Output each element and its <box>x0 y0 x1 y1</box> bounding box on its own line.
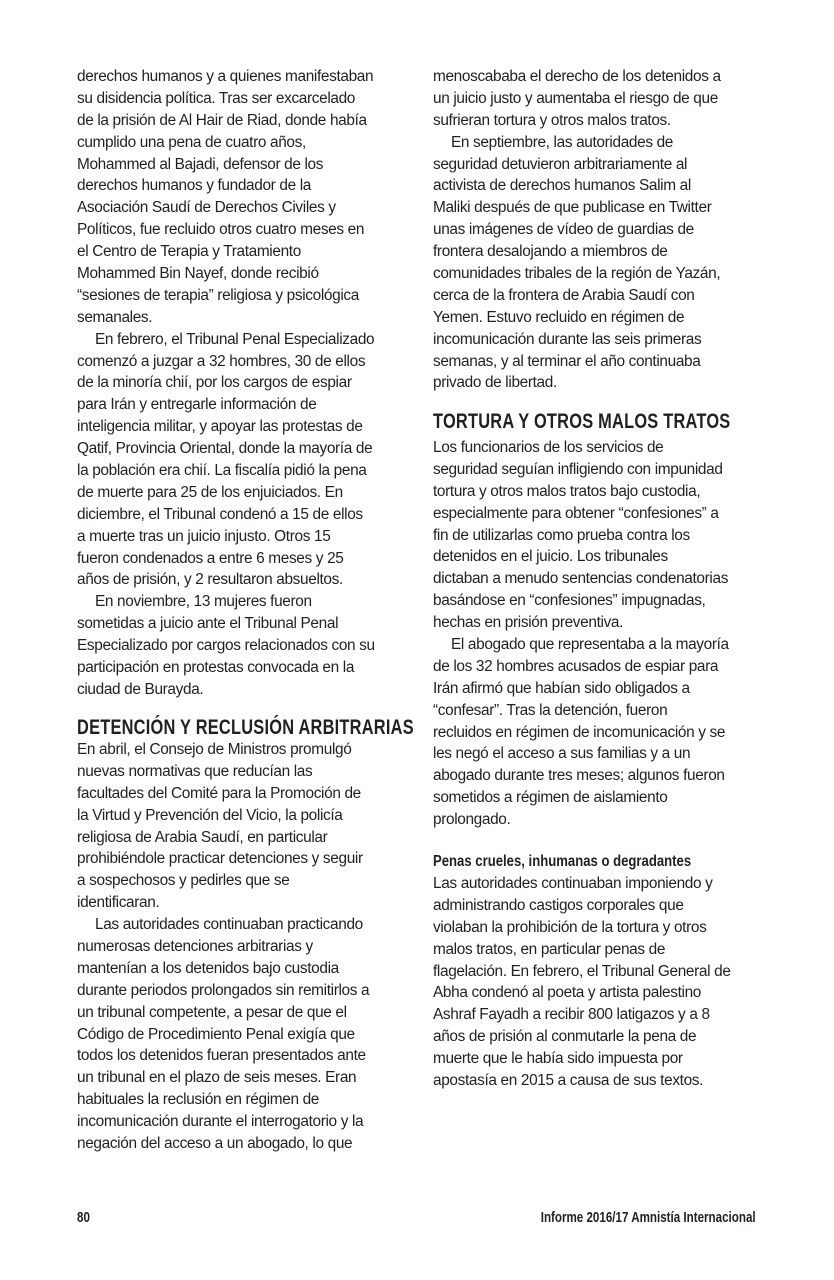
text-line: flagelación. En febrero, el Tribunal General de <box>433 962 731 980</box>
section-heading-detencion: DETENCIÓN Y RECLUSIÓN ARBITRARIAS <box>77 716 414 739</box>
text-line: de los 32 hombres acusados de espiar para <box>433 657 719 675</box>
paragraph <box>77 914 407 1155</box>
page-number: 80 <box>77 1210 90 1226</box>
text-line: Las autoridades continuaban practicando <box>95 916 363 934</box>
text-line: especialmente para obtener “confesiones” a <box>433 504 719 522</box>
text-line: Qatif, Provincia Oriental, donde la mayoría de <box>77 440 373 458</box>
text-line: inteligencia militar, y apoyar las protestas de <box>77 418 363 436</box>
left-column-block-b <box>77 739 407 1155</box>
paragraph <box>433 132 763 395</box>
paragraph <box>433 66 763 132</box>
text-line: la Virtud y Prevención del Vicio, la policía <box>77 806 343 824</box>
text-line: “confesar”. Tras la detención, fueron <box>433 701 668 719</box>
text-line: prolongado. <box>433 811 511 829</box>
text-line: comunidades tribales de la región de Yazán, <box>433 265 721 283</box>
text-line: durante periodos prolongados sin remitirlos a <box>77 981 370 999</box>
paragraph <box>433 634 763 831</box>
text-line: cerca de la frontera de Arabia Saudí con <box>433 286 695 304</box>
text-line: un tribunal competente, a pesar de que el <box>77 1003 347 1021</box>
text-line: religiosa de Arabia Saudí, en particular <box>77 828 328 846</box>
text-line: basándose en “confesiones” impugnadas, <box>433 592 706 610</box>
text-line: activista de derechos humanos Salim al <box>433 177 691 195</box>
text-line: apostasía en 2015 a causa de sus textos. <box>433 1072 704 1090</box>
text-line: En septiembre, las autoridades de <box>451 133 674 151</box>
text-line: participación en protestas convocada en la <box>77 659 355 677</box>
text-line: Irán afirmó que habían sido obligados a <box>433 679 690 697</box>
text-line: cumplido una pena de cuatro años, <box>77 133 306 151</box>
text-line: Especializado por cargos relacionados con su <box>77 637 375 655</box>
text-line: unas imágenes de vídeo de guardias de <box>433 221 694 239</box>
paragraph <box>77 591 407 700</box>
text-line: diciembre, el Tribunal condenó a 15 de ellos <box>77 505 363 523</box>
text-line: sometidos a régimen de aislamiento <box>433 789 668 807</box>
text-line: seguridad detuvieron arbitrariamente al <box>433 155 688 173</box>
text-line: administrando castigos corporales que <box>433 896 684 914</box>
text-line: derechos humanos y a quienes manifestaban <box>77 68 374 85</box>
text-line: habituales la reclusión en régimen de <box>77 1091 320 1109</box>
text-line: mantenían a los detenidos bajo custodia <box>77 959 339 977</box>
text-line: para Irán y entregarle información de <box>77 396 317 414</box>
paragraph <box>77 739 407 914</box>
right-column-block-c <box>433 873 763 1092</box>
text-line: dictaban a menudo sentencias condenatorias <box>433 570 729 588</box>
text-line: frontera desalojando a miembros de <box>433 243 668 261</box>
section-heading-tortura: TORTURA Y OTROS MALOS TRATOS <box>433 410 731 433</box>
text-line: Código de Procedimiento Penal exigía que <box>77 1025 355 1043</box>
text-line: el Centro de Terapia y Tratamiento <box>77 243 301 261</box>
text-line: fueron condenados a entre 6 meses y 25 <box>77 549 344 567</box>
text-line: En noviembre, 13 mujeres fueron <box>95 593 312 611</box>
text-line: de muerte para 25 de los enjuiciados. En <box>77 483 343 501</box>
text-line: El abogado que representaba a la mayoría <box>451 636 729 654</box>
right-column-block-b <box>433 437 763 831</box>
publication-title: Informe 2016/17 Amnistía Internacional <box>541 1210 756 1226</box>
text-line: de la minoría chií, por los cargos de espiar <box>77 374 352 392</box>
text-line: semanales. <box>77 308 153 326</box>
text-line: detenidos en el juicio. Los tribunales <box>433 548 668 566</box>
paragraph <box>433 437 763 634</box>
text-line: abogado durante tres meses; algunos fueron <box>433 767 725 785</box>
left-column-block-a <box>77 66 407 701</box>
text-line: facultades del Comité para la Promoción de <box>77 784 361 802</box>
text-line: En abril, el Consejo de Ministros promulgó <box>77 741 352 758</box>
text-line: “sesiones de terapia” religiosa y psicológica <box>77 286 359 304</box>
text-line: Asociación Saudí de Derechos Civiles y <box>77 199 336 217</box>
text-line: menoscababa el derecho de los detenidos a <box>433 68 721 85</box>
text-line: derechos humanos y fundador de la <box>77 177 312 195</box>
text-line: años de prisión, y 2 resultaron absueltos. <box>77 571 343 589</box>
text-line: Políticos, fue recluido otros cuatro meses en <box>77 221 365 239</box>
text-line: todos los detenidos fueran presentados ante <box>77 1047 366 1065</box>
paragraph <box>77 66 407 329</box>
text-line: años de prisión al conmutarle la pena de <box>433 1028 697 1046</box>
text-line: su disidencia política. Tras ser excarcelado <box>77 89 356 107</box>
text-line: malos tratos, en particular penas de <box>433 940 666 958</box>
text-line: Mohammed al Bajadi, defensor de los <box>77 155 324 173</box>
text-line: prohibiéndole practicar detenciones y seguir <box>77 850 363 868</box>
text-line: En febrero, el Tribunal Penal Especializado <box>95 330 375 348</box>
text-line: Mohammed Bin Nayef, donde recibió <box>77 265 319 283</box>
text-line: numerosas detenciones arbitrarias y <box>77 938 313 956</box>
text-line: sufrieran tortura y otros malos tratos. <box>433 111 671 129</box>
text-line: recluidos en régimen de incomunicación y se <box>433 723 726 741</box>
text-line: un tribunal en el plazo de seis meses. Eran <box>77 1069 357 1087</box>
text-line: violaban la prohibición de la tortura y otros <box>433 918 707 936</box>
text-line: identificaran. <box>77 894 160 912</box>
text-line: Ashraf Fayadh a recibir 800 latigazos y a 8 <box>433 1006 710 1024</box>
paragraph <box>77 329 407 592</box>
text-line: sometidas a juicio ante el Tribunal Penal <box>77 615 339 633</box>
text-line: la población era chií. La fiscalía pidió la pena <box>77 462 367 480</box>
paragraph <box>433 873 763 1092</box>
text-line: Maliki después de que publicase en Twitter <box>433 199 712 217</box>
text-line: a sospechosos y pedirles que se <box>77 872 290 890</box>
text-line: les negó el acceso a sus familias y a un <box>433 745 691 763</box>
text-line: Yemen. Estuvo recluido en régimen de <box>433 308 685 326</box>
text-line: seguridad seguían infligiendo con impunidad <box>433 460 723 478</box>
text-line: comenzó a juzgar a 32 hombres, 30 de ellos <box>77 352 366 370</box>
text-line: un juicio justo y aumentaba el riesgo de que <box>433 89 718 107</box>
text-line: nuevas normativas que reducían las <box>77 762 313 780</box>
text-line: hechas en prisión preventiva. <box>433 614 624 632</box>
subheading-penas-crueles: Penas crueles, inhumanas o degradantes <box>433 853 692 870</box>
text-line: muerte que le había sido impuesta por <box>433 1050 683 1068</box>
text-line: fin de utilizarlas como prueba contra los <box>433 526 690 544</box>
text-line: negación del acceso a un abogado, lo que <box>77 1135 353 1153</box>
text-line: semanas, y al terminar el año continuaba <box>433 352 701 370</box>
text-line: a muerte tras un juicio injusto. Otros 15 <box>77 527 331 545</box>
text-line: incomunicación durante el interrogatorio y la <box>77 1113 364 1131</box>
text-line: incomunicación durante las seis primeras <box>433 330 702 348</box>
text-line: ciudad de Burayda. <box>77 680 204 698</box>
text-line: Los funcionarios de los servicios de <box>433 439 664 456</box>
right-column-block-a <box>433 66 763 394</box>
text-line: tortura y otros malos tratos bajo custodia, <box>433 482 701 500</box>
text-line: privado de libertad. <box>433 374 557 392</box>
text-line: de la prisión de Al Hair de Riad, donde había <box>77 111 367 129</box>
text-line: Abha condenó al poeta y artista palestino <box>433 984 702 1002</box>
text-line: Las autoridades continuaban imponiendo y <box>433 875 713 892</box>
